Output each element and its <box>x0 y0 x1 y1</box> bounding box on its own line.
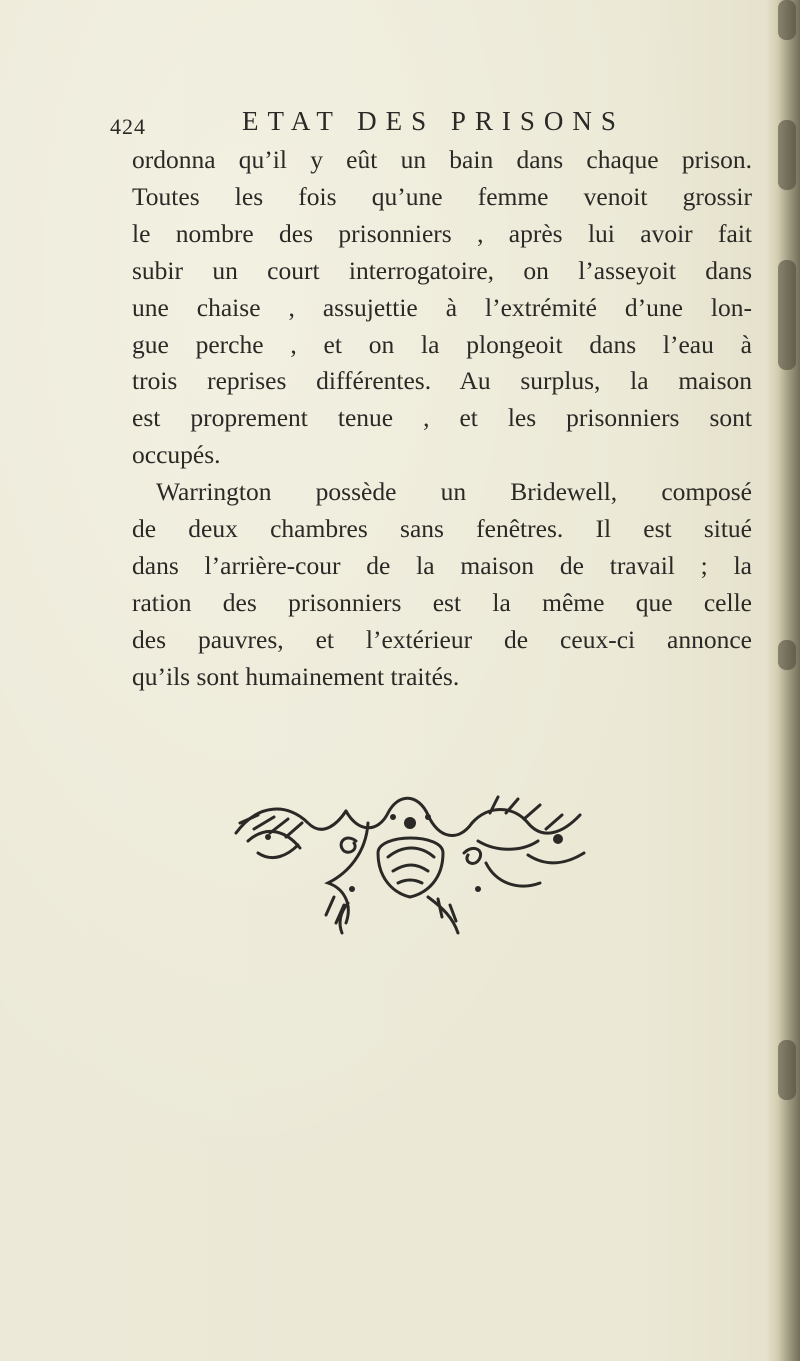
text-line: le nombre des prisonniers , après lui avoir fait <box>132 218 752 248</box>
text-line: une chaise , assujettie à l’extrémité d’une lon- <box>132 292 752 322</box>
edge-stain <box>778 260 796 370</box>
edge-stain <box>778 1040 796 1100</box>
edge-stain <box>778 120 796 190</box>
text-line: ration des prisonniers est la même que celle <box>132 587 752 617</box>
text-line: de deux chambres sans fenêtres. Il est situé <box>132 514 752 544</box>
body-text <box>132 142 752 696</box>
text-line: gue perche , et on la plongeoit dans l’eau à <box>132 329 752 359</box>
floral-tailpiece-icon <box>228 793 594 943</box>
running-head <box>110 106 650 146</box>
text-line: subir un court interrogatoire, on l’asseyoit dans <box>132 255 752 285</box>
text-line: des pauvres, et l’extérieur de ceux-ci annonce <box>132 624 752 654</box>
text-line: est proprement tenue , et les prisonniers sont <box>132 403 752 433</box>
running-head-title: ETAT DES PRISONS <box>242 106 625 136</box>
text-line: trois reprises différentes. Au surplus, la maison <box>132 366 752 396</box>
edge-stain <box>778 640 796 670</box>
paragraph-start-line: Warrington possède un Bridewell, composé <box>156 477 752 507</box>
text-line: dans l’arrière-cour de la maison de travail ; la <box>132 550 752 580</box>
page-binding-edge <box>766 0 800 1361</box>
page-number: 424 <box>110 114 146 139</box>
text-line: Toutes les fois qu’une femme venoit grossir <box>132 181 752 211</box>
text-line: occupés. <box>132 440 221 470</box>
edge-stain <box>778 0 796 40</box>
text-line: ordonna qu’il y eût un bain dans chaque prison. <box>132 145 752 174</box>
text-line: qu’ils sont humainement traités. <box>132 661 460 691</box>
